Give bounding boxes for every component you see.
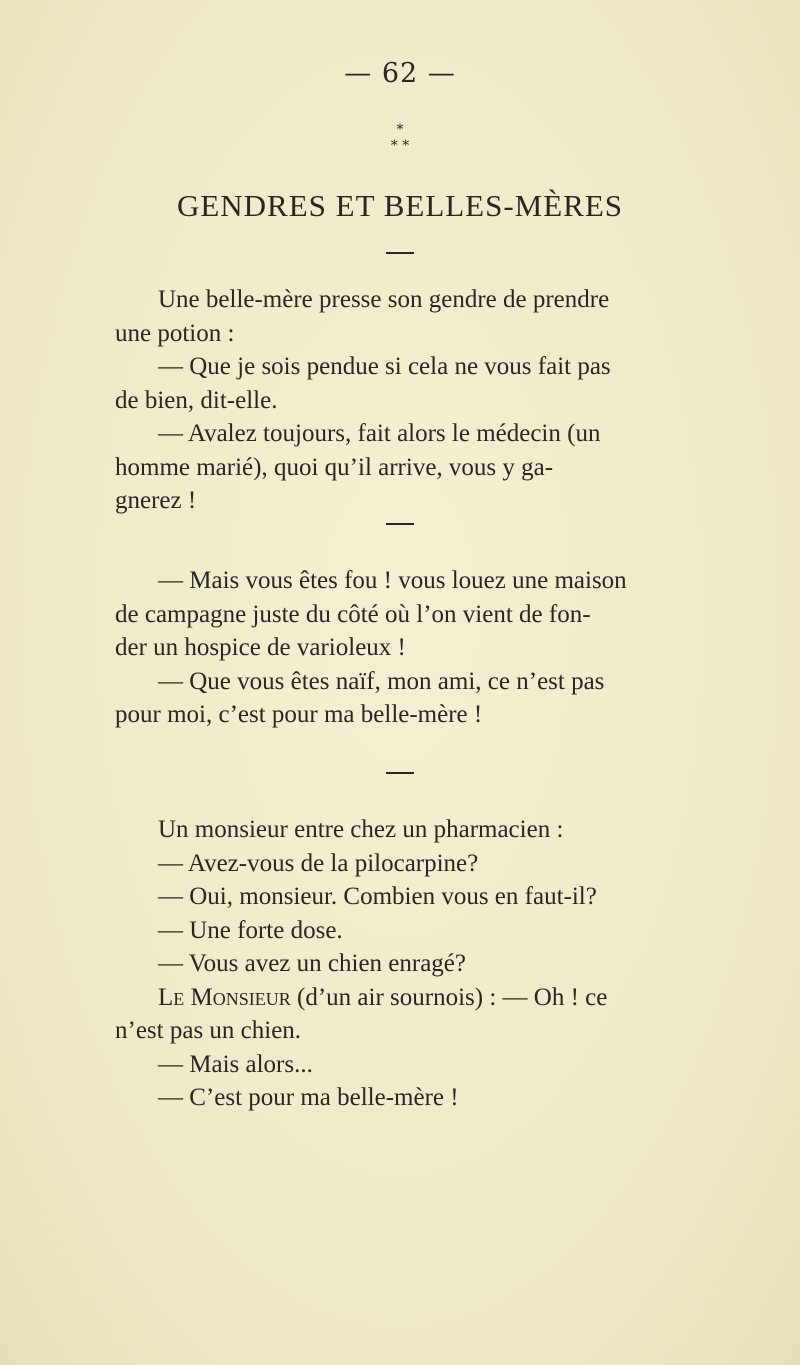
text-line: — Vous avez un chien enragé? <box>158 950 466 977</box>
text-line: — Avez-vous de la pilocarpine? <box>158 849 479 877</box>
text-line: — Mais alors... <box>158 1050 313 1078</box>
text-line: pour moi, c’est pour ma belle-mère ! <box>115 701 483 728</box>
text-line: une potion : <box>115 319 235 347</box>
text-line: Un monsieur entre chez un pharmacien : <box>158 816 564 843</box>
text-line: de bien, dit-elle. <box>115 386 278 414</box>
text-line: der un hospice de varioleux ! <box>115 634 406 661</box>
text-line: — Que je sois pendue si cela ne vous fait pas <box>158 353 611 380</box>
asterism-ornament <box>0 122 800 154</box>
text-line: n’est pas un chien. <box>115 1017 302 1044</box>
text-line: — Mais vous êtes fou ! vous louez une maison <box>158 567 627 594</box>
asterism-top: * <box>396 122 404 138</box>
speaker-direction: (d’un air sournois) : — Oh ! ce <box>290 983 608 1011</box>
page-number: — 62 — <box>344 58 456 89</box>
section-divider <box>386 772 414 774</box>
text-line: Une belle-mère presse son gendre de prendre <box>158 286 610 313</box>
text-line: — Une forte dose. <box>158 916 343 944</box>
anecdote-2 <box>115 564 715 732</box>
text-line: gnerez ! <box>115 487 197 514</box>
section-divider <box>386 523 414 525</box>
text-line <box>115 981 715 1015</box>
text-line: — C’est pour ma belle-mère ! <box>158 1084 459 1111</box>
anecdote-3 <box>115 813 715 1115</box>
text-line: de campagne juste du côté où l’on vient de fon- <box>115 600 591 628</box>
anecdote-1 <box>115 283 715 518</box>
text-line: homme marié), quoi qu’il arrive, vous y ga- <box>115 453 554 481</box>
section-divider <box>386 252 414 254</box>
text-line: — Que vous êtes naïf, mon ami, ce n’est pas <box>158 667 605 695</box>
speaker-name: Le Monsieur <box>158 983 291 1011</box>
asterism-bottom: * * <box>390 138 410 154</box>
text-line: — Avalez toujours, fait alors le médecin (un <box>158 420 601 447</box>
chapter-title: GENDRES ET BELLES-MÈRES <box>176 188 624 223</box>
text-line: — Oui, monsieur. Combien vous en faut-il? <box>158 883 597 910</box>
